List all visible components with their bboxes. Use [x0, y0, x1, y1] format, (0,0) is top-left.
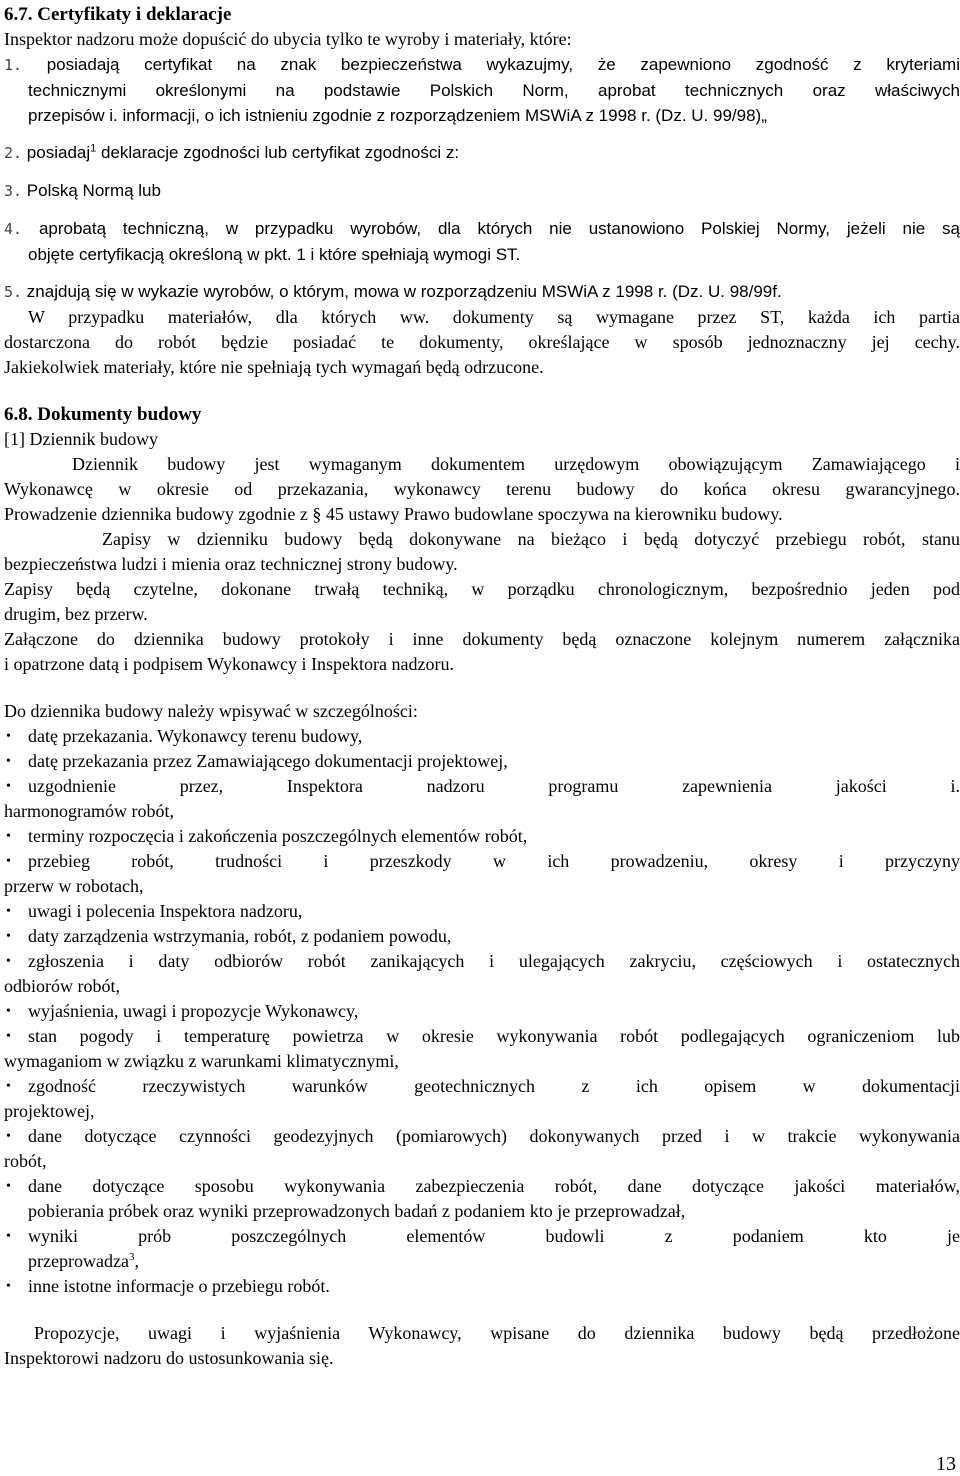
list-number: 5. [4, 283, 23, 301]
bullet-icon: • [6, 1129, 11, 1144]
list-item-2: 2. posiadaj$^1$ deklaracje zgodności lub certyfikat zgodności z: [4, 142, 460, 162]
list-item-1-line-2: technicznymi określonymi na podstawie Polskich Norm, aprobat technicznych oraz właściwych [28, 81, 960, 100]
list-item-4-line-1: 4. aprobatą techniczną, w przypadku wyrobów, dla których nie ustanowiono Polskiej Normy, jeżeli nie są [4, 219, 960, 238]
bullet-icon: • [6, 829, 11, 844]
list-number: 2. [4, 144, 23, 162]
paragraph-line: Dziennik budowy jest wymaganym dokumentem urzędowym obowiązującym Zamawiającego i [72, 454, 960, 474]
list-item-5-line-2: W przypadku materiałów, dla których ww. dokumenty są wymagane przez ST, każda ich partia [28, 307, 960, 327]
bullet-continuation: projektowej, [4, 1101, 95, 1121]
paragraph-line: Zapisy w dzienniku budowy będą dokonywane na bieżąco i będą dotyczyć przebiegu robót, stanu [102, 529, 960, 549]
paragraph-line: Jakiekolwiek materiały, które nie spełniają tych wymagań będą odrzucone. [4, 357, 544, 377]
list-number: 4. [4, 220, 23, 238]
bullet-item: • daty zarządzenia wstrzymania, robót, z podaniem powodu, [4, 924, 960, 949]
bullet-item: • uzgodnienie przez, Inspektora nadzoru programu zapewnienia jakości i. [4, 774, 960, 799]
footnote-marker: 3 [128, 1251, 135, 1263]
bullet-item: • zgodność rzeczywistych warunków geotechnicznych z ich opisem w dokumentacji [4, 1074, 960, 1099]
intro-text: Inspektor nadzoru może dopuścić do ubycia tylko te wyroby i materiały, które: [4, 29, 572, 49]
bullet-item: • dane dotyczące sposobu wykonywania zabezpieczenia robót, dane dotyczące jakości materiałów, [4, 1174, 960, 1199]
bullet-continuation: odbiorów robót, [4, 976, 120, 996]
bullet-item: • zgłoszenia i daty odbiorów robót zanikających i ulegających zakryciu, częściowych i ostatecznych [4, 949, 960, 974]
bullet-item: • przebieg robót, trudności i przeszkody w ich prowadzeniu, okresy i przyczyny [4, 849, 960, 874]
bullet-continuation: robót, [4, 1151, 47, 1171]
paragraph-line: Zapisy będą czytelne, dokonane trwałą techniką, w porządku chronologicznym, bezpośrednio jeden pod [4, 579, 960, 599]
closing-paragraph-line: Inspektorowi nadzoru do ustosunkowania się. [4, 1348, 334, 1368]
paragraph-line: Prowadzenie dziennika budowy zgodnie z § 45 ustawy Prawo budowlane spoczywa na kierowniku budowy. [4, 504, 783, 524]
bullet-icon: • [6, 1279, 11, 1294]
paragraph-line: i opatrzone datą i podpisem Wykonawcy i Inspektora nadzoru. [4, 654, 454, 674]
list-item-3: 3. Polską Normą lub [4, 181, 161, 200]
bullet-item: • dane dotyczące czynności geodezyjnych (pomiarowych) dokonywanych przed i w trakcie wykonywania [4, 1124, 960, 1149]
bullet-continuation: pobierania próbek oraz wyniki przeprowadzonych badań z podaniem kto je przeprowadzał, [28, 1201, 686, 1221]
footnote-marker: 1 [90, 142, 97, 155]
bullet-icon: • [6, 954, 11, 969]
bullet-item: • datę przekazania. Wykonawcy terenu budowy, [4, 724, 960, 749]
paragraph-line: bezpieczeństwa ludzi i mienia oraz technicznej strony budowy. [4, 554, 458, 574]
list-item-5-line-1: 5. znajdują się w wykazie wyrobów, o którym, mowa w rozporządzeniu MSWiA z 1998 r. (Dz. U. 98/99f. [4, 282, 782, 301]
bullet-item: • wyniki prób poszczególnych elementów budowli z podaniem kto je [4, 1224, 960, 1249]
bullet-icon: • [6, 1029, 11, 1044]
list-item-1-line-1: 1. posiadają certyfikat na znak bezpieczeństwa wykazujmy, że zapewniono zgodność z kryteriami [4, 55, 960, 74]
paragraph-line: dostarczona do robót będzie posiadać te dokumenty, określające w sposób jednoznaczny jej cechy. [4, 332, 960, 352]
bullet-item: • terminy rozpoczęcia i zakończenia poszczególnych elementów robót, [4, 824, 960, 849]
bullet-item: • uwagi i polecenia Inspektora nadzoru, [4, 899, 960, 924]
bullet-icon: • [6, 854, 11, 869]
list-item-4-line-2: objęte certyfikacją określoną w pkt. 1 i które spełniają wymogi ST. [28, 245, 521, 264]
list-number: 3. [4, 182, 23, 200]
bullet-item: • wyjaśnienia, uwagi i propozycje Wykonawcy, [4, 999, 960, 1024]
bullet-icon: • [6, 1004, 11, 1019]
bullet-continuation: wymaganiom w związku z warunkami klimatycznymi, [4, 1051, 399, 1071]
paragraph-line: Wykonawcę w okresie od przekazania, wykonawcy terenu budowy do końca okresu gwarancyjnego. [4, 479, 960, 499]
bullet-icon: • [6, 729, 11, 744]
bullet-icon: • [6, 1179, 11, 1194]
bullet-icon: • [6, 1229, 11, 1244]
subsection-heading: [1] Dziennik budowy [4, 429, 158, 449]
bullet-continuation: harmonogramów robót, [4, 801, 174, 821]
bullet-item: • stan pogody i temperaturę powietrza w okresie wykonywania robót podlegających ograniczeniom lub [4, 1024, 960, 1049]
paragraph-line: Załączone do dziennika budowy protokoły i inne dokumenty będą oznaczone kolejnym numerem załącznika [4, 629, 960, 649]
bullet-continuation: przerw w robotach, [4, 876, 144, 896]
section-heading-6-7: 6.7. Certyfikaty i deklaracje [4, 4, 232, 25]
section-heading-6-8: 6.8. Dokumenty budowy [4, 404, 202, 425]
bullet-item: • datę przekazania przez Zamawiającego dokumentacji projektowej, [4, 749, 960, 774]
bullet-icon: • [6, 779, 11, 794]
bullet-icon: • [6, 754, 11, 769]
bullet-icon: • [6, 904, 11, 919]
list-item-1-line-3: przepisów i. informacji, o ich istnieniu zgodnie z rozporządzeniem MSWiA z 1998 r. (Dz. U. 99/98)„ [28, 106, 767, 125]
paragraph-line: drugim, bez przerw. [4, 604, 148, 624]
list-number: 1. [4, 56, 23, 74]
list-intro: Do dziennika budowy należy wpisywać w szczególności: [4, 701, 418, 721]
bullet-icon: • [6, 1079, 11, 1094]
bullet-item: • inne istotne informacje o przebiegu robót. [4, 1274, 960, 1299]
bullet-icon: • [6, 929, 11, 944]
closing-paragraph-line: Propozycje, uwagi i wyjaśnienia Wykonawcy, wpisane do dziennika budowy będą przedłożone [34, 1323, 960, 1343]
bullet-continuation: przeprowadza$^3$, [28, 1251, 139, 1271]
page-number: 13 [936, 1453, 956, 1475]
